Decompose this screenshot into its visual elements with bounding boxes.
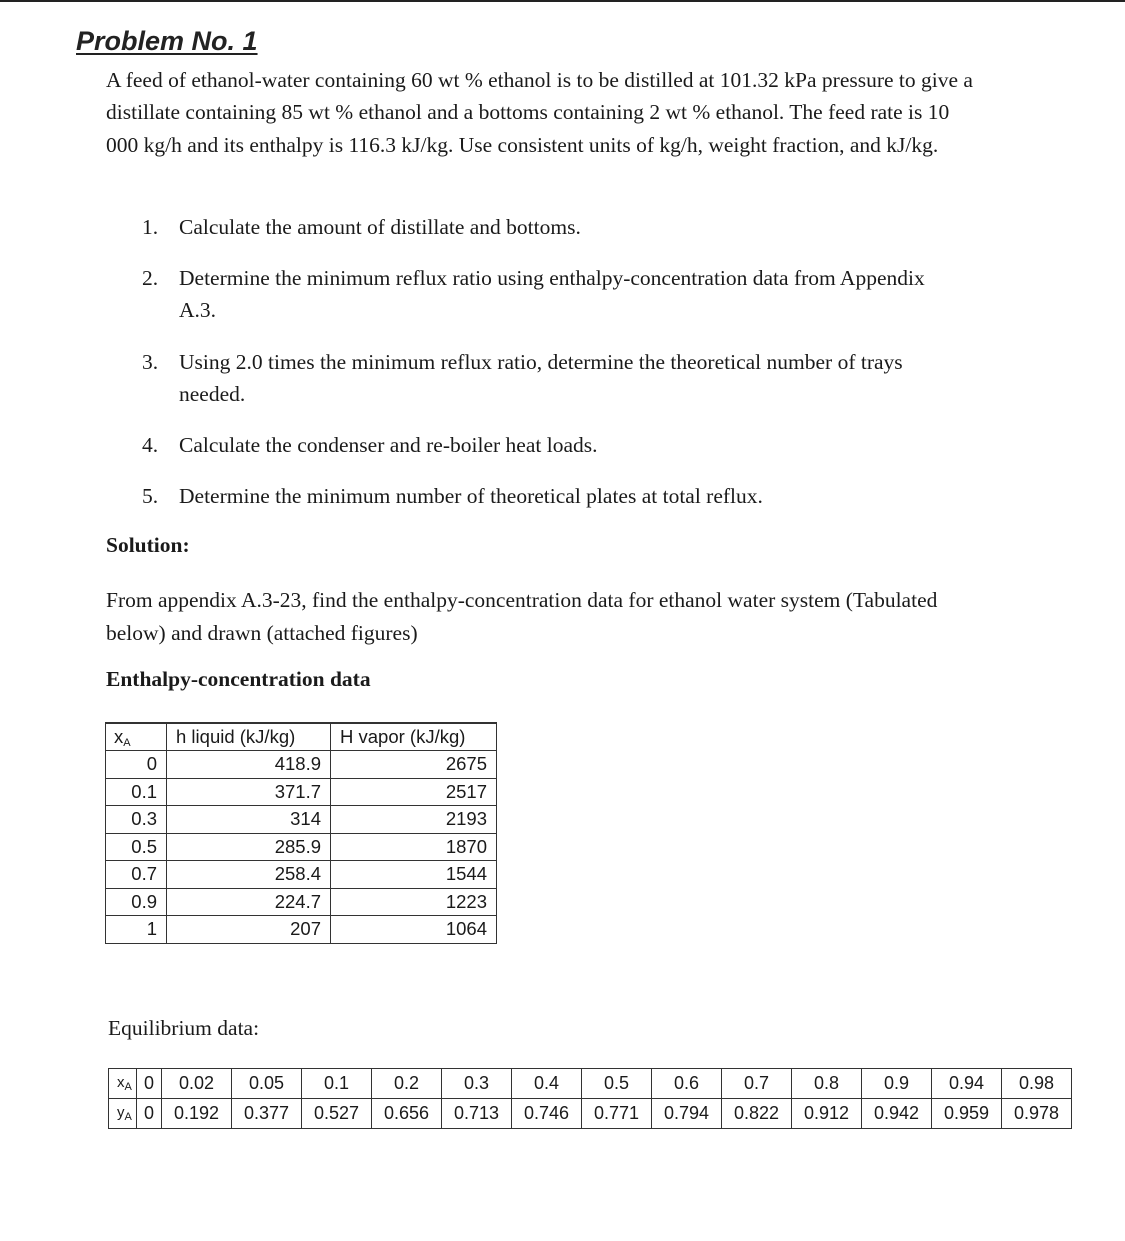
task-text: Calculate the amount of distillate and bottoms. [179,215,581,239]
equilibrium-y-cell: 0.527 [302,1099,372,1129]
equilibrium-x-cell: 0.4 [512,1069,582,1099]
cell-x: 0.7 [106,861,167,889]
cell-h-vapor: 1064 [331,916,497,944]
task-item [142,211,962,243]
equilibrium-x-row [109,1069,1072,1099]
top-rule [0,0,1125,2]
task-number: 3. [142,350,159,374]
equilibrium-y-cell: 0.822 [722,1099,792,1129]
table-row [106,806,497,834]
cell-h-liquid: 314 [167,806,331,834]
equilibrium-x-cell: 0.6 [652,1069,722,1099]
equilibrium-x-cell: 0.98 [1002,1069,1072,1099]
equilibrium-y-cell: 0.942 [862,1099,932,1129]
table-row [106,833,497,861]
enthalpy-table [105,722,497,944]
cell-h-liquid: 285.9 [167,833,331,861]
task-text: Using 2.0 times the minimum reflux ratio, determine the theoretical number of trays needed. [179,350,903,406]
x-label-subscript: A [124,1081,132,1093]
equilibrium-table [108,1068,1072,1129]
equilibrium-y-cell: 0.377 [232,1099,302,1129]
solution-paragraph: From appendix A.3-23, find the enthalpy-concentration data for ethanol water system (Tabulated below) and drawn (attached figures) [106,588,938,645]
equilibrium-x-cell: 0.2 [372,1069,442,1099]
cell-x: 0.9 [106,888,167,916]
equilibrium-y-cell: 0.959 [932,1099,1002,1129]
equilibrium-x-cell: 0.8 [792,1069,862,1099]
table-row [106,751,497,779]
cell-h-vapor: 2675 [331,751,497,779]
cell-x: 1 [106,916,167,944]
equilibrium-y-cell: 0.794 [652,1099,722,1129]
table-header-row [106,723,497,751]
cell-h-vapor: 1544 [331,861,497,889]
task-item [142,429,962,461]
cell-h-vapor: 1870 [331,833,497,861]
header-h-vapor: H vapor (kJ/kg) [331,723,497,751]
equilibrium-y-cell: 0.713 [442,1099,512,1129]
equilibrium-y-row [109,1099,1072,1129]
cell-h-liquid: 418.9 [167,751,331,779]
problem-intro: A feed of ethanol-water containing 60 wt % ethanol is to be distilled at 101.32 kPa pressure to give a distillate containing 85 wt % ethanol and a bottoms containing 2 wt % ethanol. The feed rate is 10 000 kg/h and its enthalpy is 116.3 kJ/kg. Use consistent units of kg/h, weight fraction, and kJ/kg. [106,68,973,157]
equilibrium-x-cell: 0.3 [442,1069,512,1099]
equilibrium-x-cell: 0.5 [582,1069,652,1099]
equilibrium-y-cell: 0.192 [162,1099,232,1129]
cell-h-liquid: 224.7 [167,888,331,916]
table-row [106,888,497,916]
cell-h-liquid: 207 [167,916,331,944]
problem-title: Problem No. 1 [76,26,258,56]
table-row [106,916,497,944]
task-text: Determine the minimum number of theoretical plates at total reflux. [179,484,763,508]
equilibrium-y-cell: 0.978 [1002,1099,1072,1129]
equilibrium-label: Equilibrium data: [108,1016,260,1040]
equilibrium-x-cell: 0.7 [722,1069,792,1099]
cell-h-vapor: 2193 [331,806,497,834]
cell-h-vapor: 1223 [331,888,497,916]
equilibrium-y-cell: 0.771 [582,1099,652,1129]
cell-x: 0.3 [106,806,167,834]
cell-x: 0.1 [106,778,167,806]
equilibrium-x-cell: 0.05 [232,1069,302,1099]
cell-x: 0 [106,751,167,779]
cell-h-liquid: 371.7 [167,778,331,806]
y-label-text: y [117,1104,125,1121]
header-x-text: x [114,725,124,747]
task-number: 1. [142,215,159,239]
equilibrium-y-cell: 0.912 [792,1099,862,1129]
y-row-header [109,1099,137,1129]
task-text: Calculate the condenser and re-boiler heat loads. [179,433,598,457]
task-item [142,262,962,326]
equilibrium-x-cell: 0.1 [302,1069,372,1099]
header-xa [106,723,167,751]
equilibrium-y-cell: 0 [137,1099,162,1129]
equilibrium-x-cell: 0 [137,1069,162,1099]
y-label-subscript: A [124,1111,132,1123]
solution-heading: Solution: [106,533,190,557]
task-number: 5. [142,484,159,508]
task-item [142,346,962,410]
equilibrium-y-cell: 0.746 [512,1099,582,1129]
cell-x: 0.5 [106,833,167,861]
task-number: 2. [142,266,159,290]
x-row-header [109,1069,137,1099]
cell-h-liquid: 258.4 [167,861,331,889]
header-x-subscript: A [123,736,131,749]
task-number: 4. [142,433,159,457]
header-h-liquid: h liquid (kJ/kg) [167,723,331,751]
cell-h-vapor: 2517 [331,778,497,806]
table-row [106,778,497,806]
equilibrium-x-cell: 0.9 [862,1069,932,1099]
enthalpy-table-title: Enthalpy-concentration data [106,667,371,691]
table-row [106,861,497,889]
task-item [142,480,962,512]
equilibrium-x-cell: 0.02 [162,1069,232,1099]
enthalpy-table-body [106,751,497,944]
equilibrium-x-cell: 0.94 [932,1069,1002,1099]
x-label-text: x [117,1074,125,1091]
equilibrium-y-cell: 0.656 [372,1099,442,1129]
task-text: Determine the minimum reflux ratio using enthalpy-concentration data from Appendix A.3. [179,266,925,322]
